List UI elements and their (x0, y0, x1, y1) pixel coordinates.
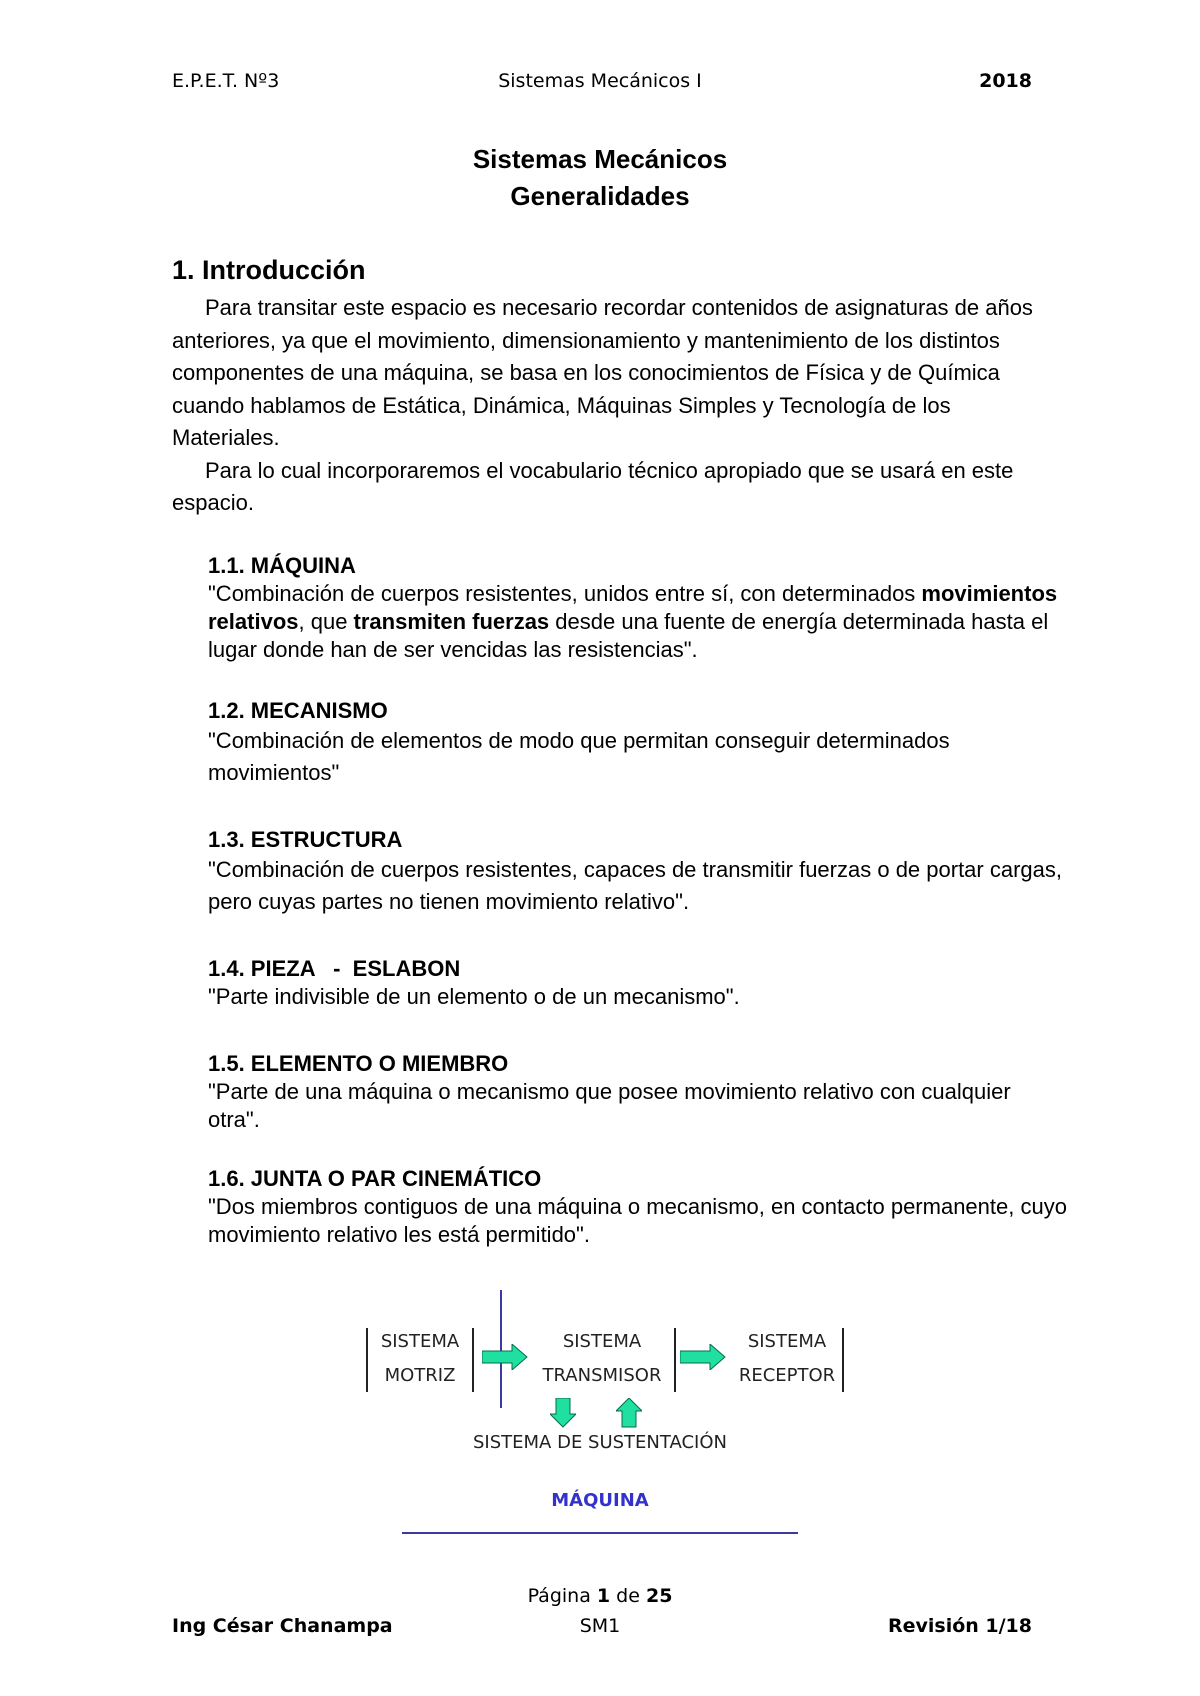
intro-paragraph-2: Para lo cual incorporaremos el vocabulario técnico apropiado que se usará en este espacio. (172, 457, 1014, 515)
machine-systems-diagram (0, 1290, 1200, 1550)
definition-estructura (208, 826, 1068, 918)
receptor-label-line2: RECEPTOR (738, 1365, 836, 1386)
definition-text-part: desde una fuente de energía determinada hasta el lugar donde han de ser vencidas las resistencias". (208, 609, 1049, 662)
maquina-label: MÁQUINA (551, 1490, 649, 1511)
footer-revision: Revisión 1/18 (887, 1615, 1032, 1637)
intro-text (172, 292, 1042, 520)
section-heading: 1. Introducción (172, 255, 366, 285)
page-total: 25 (645, 1585, 673, 1607)
page-subtitle: Generalidades (510, 181, 690, 211)
definition-text (208, 580, 1068, 664)
footer-author: Ing César Chanampa (172, 1615, 393, 1637)
transmisor-label-line2: TRANSMISOR (542, 1365, 662, 1386)
definition-heading: 1.5. ELEMENTO O MIEMBRO (208, 1051, 509, 1076)
definition-heading: 1.1. MÁQUINA (208, 553, 356, 578)
page-mid: de (610, 1585, 646, 1607)
definition-maquina (208, 552, 1068, 664)
transmisor-label-line1: SISTEMA (562, 1331, 642, 1352)
arrow-down-icon (550, 1398, 576, 1428)
arrow-right-icon (482, 1344, 528, 1370)
transmisor-right-bar (674, 1328, 676, 1392)
motriz-left-bar (366, 1328, 368, 1392)
definition-text: "Parte indivisible de un elemento o de un mecanismo". (208, 984, 740, 1009)
definition-heading: 1.3. ESTRUCTURA (208, 827, 403, 852)
maquina-underline (402, 1532, 798, 1534)
receptor-label-line1: SISTEMA (747, 1331, 827, 1352)
definition-pieza (208, 955, 1068, 1011)
header-year: 2018 (979, 70, 1032, 92)
definition-bold-part: transmiten fuerzas (353, 609, 550, 634)
definition-text-part: , que (298, 609, 354, 634)
definition-heading: 1.2. MECANISMO (208, 698, 388, 723)
arrow-up-icon (616, 1398, 642, 1428)
definition-elemento (208, 1050, 1068, 1134)
arrow-right-icon (680, 1344, 726, 1370)
definition-mecanismo (208, 697, 1068, 789)
intro-paragraph-1: Para transitar este espacio es necesario recordar contenidos de asignaturas de años anteriores, ya que el movimiento, dimensionamiento y mantenimiento de los distintos componentes de una máquina, se basa en los conocimientos de Física y de Química cuando hablamos de Estática, Dinámica, Máquinas Simples y Tecnología de los Materiales. (172, 295, 1033, 450)
definition-junta (208, 1165, 1068, 1249)
motriz-label-line2: MOTRIZ (384, 1365, 456, 1386)
definition-text-part: "Combinación de cuerpos resistentes, unidos entre sí, con determinados (208, 581, 922, 606)
definition-bold-part: movimientos relativos (208, 581, 1058, 634)
definition-text: "Dos miembros contiguos de una máquina o mecanismo, en contacto permanente, cuyo movimiento relativo les está permitido". (208, 1194, 1067, 1247)
header-school: E.P.E.T. Nº3 (172, 70, 280, 92)
definition-text: "Combinación de cuerpos resistentes, capaces de transmitir fuerzas o de portar cargas, pero cuyas partes no tienen movimiento relativo". (208, 857, 1063, 914)
definition-text: "Parte de una máquina o mecanismo que posee movimiento relativo con cualquier otra". (208, 1079, 1011, 1132)
motriz-label-line1: SISTEMA (380, 1331, 460, 1352)
definition-heading: 1.4. PIEZA - ESLABON (208, 956, 461, 981)
motriz-right-bar (472, 1328, 474, 1392)
page-prefix: Página (527, 1585, 597, 1607)
definition-text: "Combinación de elementos de modo que permitan conseguir determinados movimientos" (208, 728, 950, 785)
header-subject: Sistemas Mecánicos I (498, 70, 702, 92)
page-title: Sistemas Mecánicos (472, 144, 728, 174)
definition-heading: 1.6. JUNTA O PAR CINEMÁTICO (208, 1166, 542, 1191)
footer-code: SM1 (579, 1615, 621, 1637)
sustentacion-label: SISTEMA DE SUSTENTACIÓN (472, 1432, 727, 1453)
page-number (0, 1585, 1200, 1607)
page-current: 1 (596, 1585, 611, 1607)
